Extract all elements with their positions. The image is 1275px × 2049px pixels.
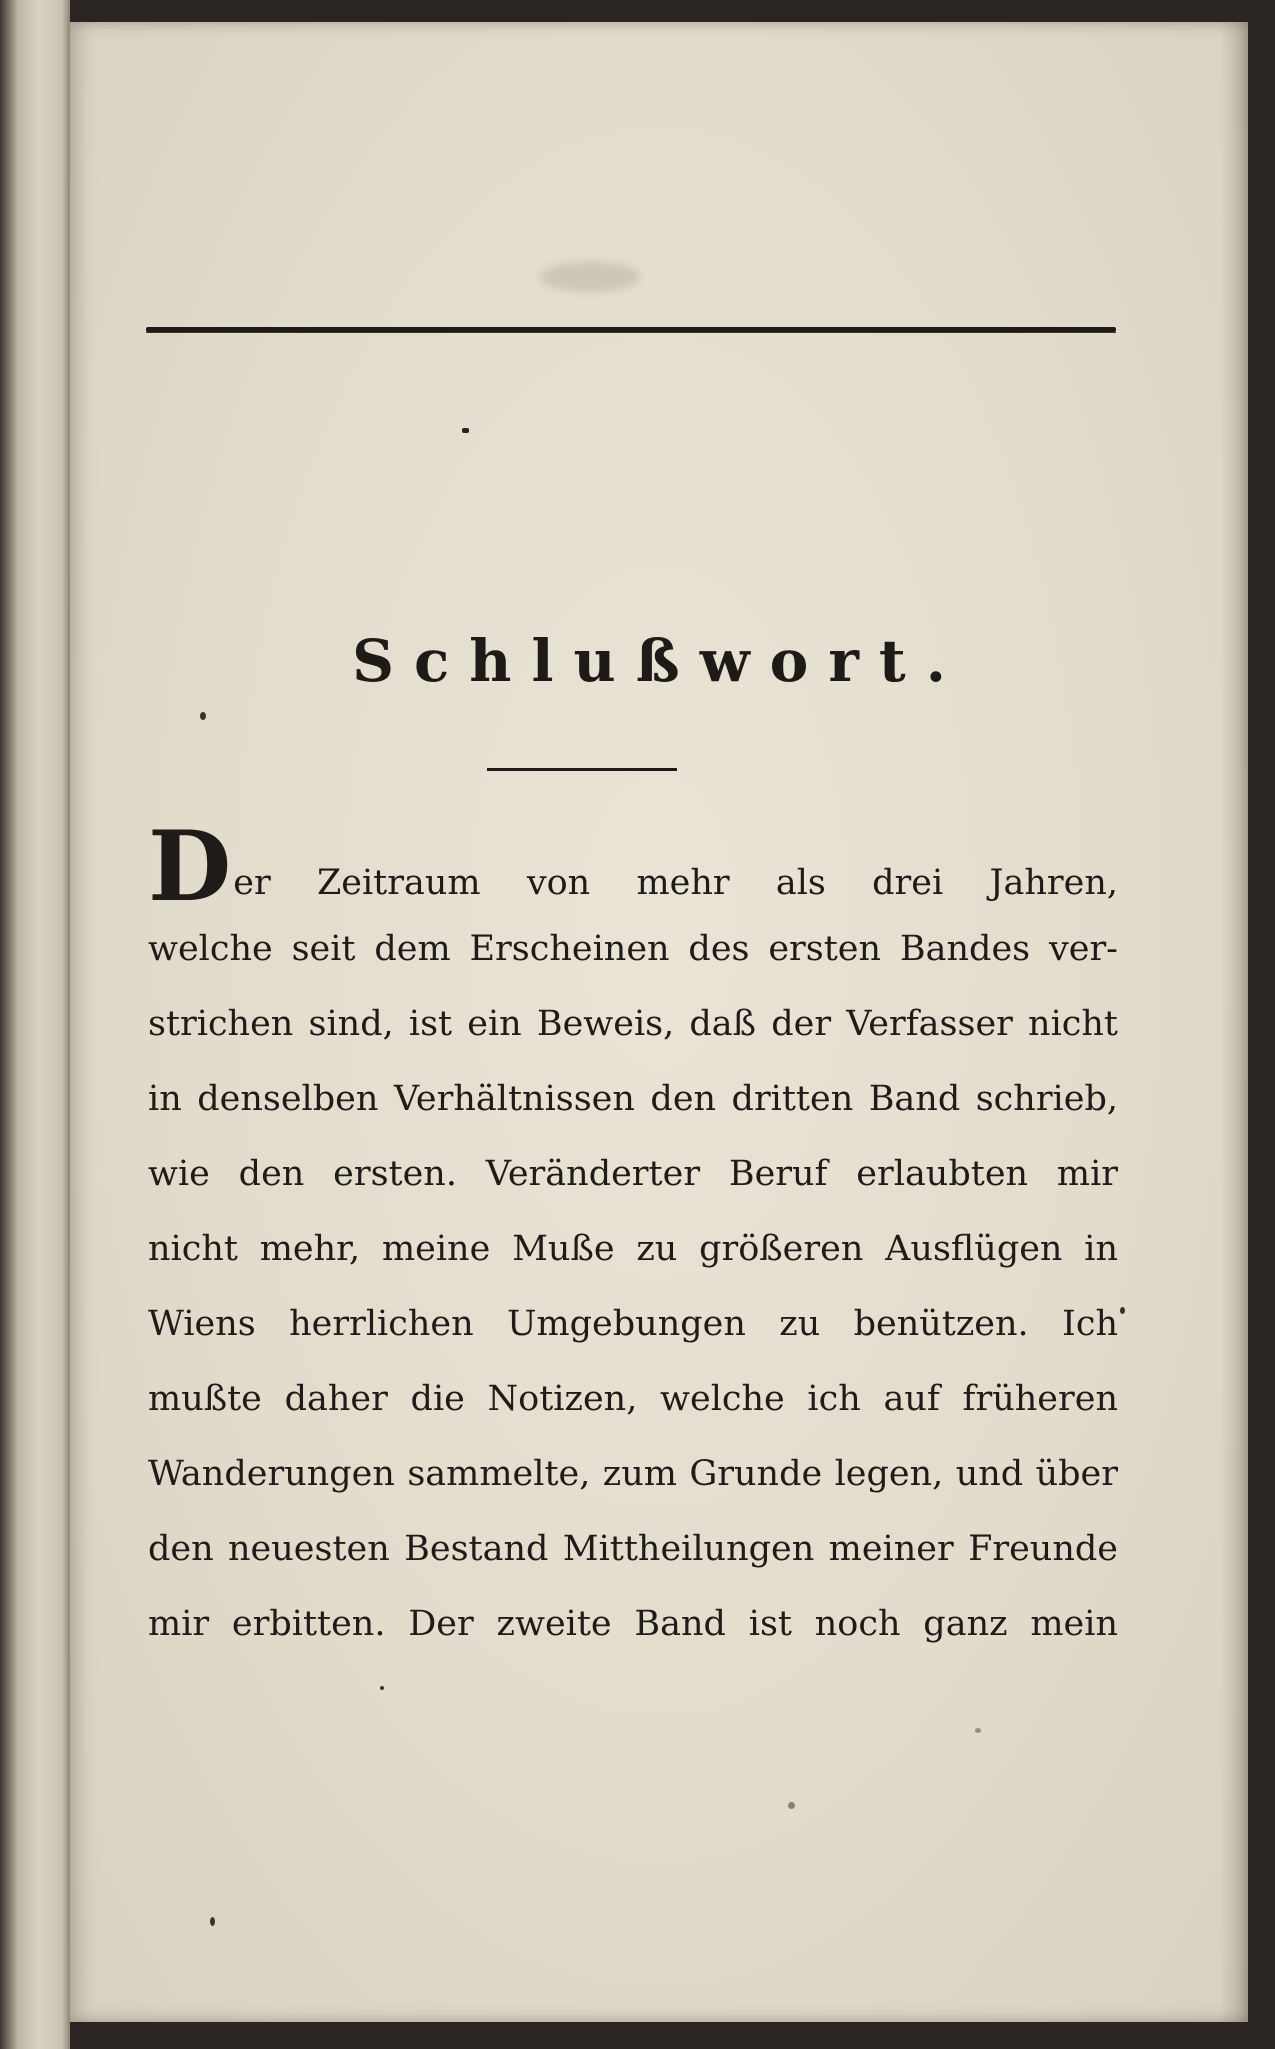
paper-speck	[975, 1728, 981, 1733]
text-line-8: mußte daher die Notizen, welche ich auf früheren	[148, 1379, 1118, 1419]
book-spine	[0, 0, 70, 2049]
text-line-5: wie den ersten. Veränderter Beruf erlaubten mir	[148, 1154, 1118, 1194]
ink-dot	[462, 428, 469, 433]
text-line-3: strichen sind, ist ein Beweis, daß der Verfasser nicht	[148, 1004, 1118, 1044]
paper-speck	[200, 712, 206, 720]
paper-speck	[210, 1917, 215, 1926]
text-line-7: Wiens herrlichen Umgebungen zu benützen. Ich	[148, 1304, 1118, 1344]
drop-capital: D	[148, 810, 232, 923]
bleed-through-smudge	[540, 262, 640, 292]
book-page	[70, 22, 1248, 2022]
paper-speck	[380, 1686, 384, 1690]
text-line-2: welche seit dem Erscheinen des ersten Bandes ver-	[148, 929, 1118, 969]
text-line-9: Wanderungen sammelte, zum Grunde legen, und über	[148, 1454, 1118, 1494]
text-line-1: Der Zeitraum von mehr als drei Jahren,	[148, 810, 1118, 923]
text-line-6: nicht mehr, meine Muße zu größeren Ausflügen in	[148, 1229, 1118, 1269]
page-edge-shadow	[1220, 22, 1248, 2022]
top-rule-hairline	[146, 332, 1116, 333]
paper-speck	[1120, 1307, 1125, 1314]
text-line-11: mir erbitten. Der zweite Band ist noch ganz mein	[148, 1604, 1118, 1644]
section-heading: Schlußwort.	[352, 627, 966, 695]
paper-speck	[788, 1802, 795, 1809]
heading-underline	[487, 768, 677, 771]
text-line-10: den neuesten Bestand Mittheilungen meiner Freunde	[148, 1529, 1118, 1569]
text-line-4: in denselben Verhältnissen den dritten Band schrieb,	[148, 1079, 1118, 1119]
body-text	[148, 810, 1118, 1662]
